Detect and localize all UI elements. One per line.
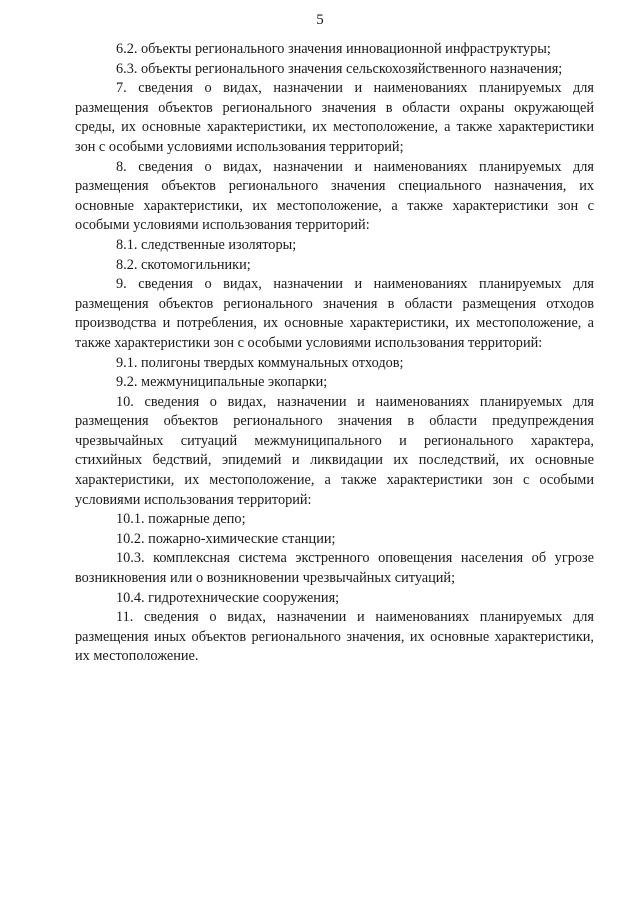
paragraph-6-2: 6.2. объекты регионального значения инновационной инфраструктуры; [116,41,551,57]
paragraph-11: 11. сведения о видах, назначении и наименованиях планируемых для размещения иных объектов регионального значения, их основные характеристики, их местоположение. [75,609,594,665]
paragraph-7: 7. сведения о видах, назначении и наименованиях планируемых для размещения объектов регионального значения в области охраны окружающей среды, их основные характеристики, их местоположение, а также характеристики зон с особыми условиями использования территорий; [75,80,594,155]
paragraph-10-1: 10.1. пожарные депо; [116,511,246,528]
paragraph-9-2: 9.2. межмуниципальные экопарки; [116,374,328,391]
paragraph-10-4: 10.4. гидротехнические сооружения; [116,589,340,606]
paragraph-9-1: 9.1. полигоны твердых коммунальных отходов; [116,354,404,371]
paragraph-8-2: 8.2. скотомогильники; [116,256,251,273]
document-body [75,40,594,667]
page-number: 5 [316,12,324,28]
paragraph-8: 8. сведения о видах, назначении и наименованиях планируемых для размещения объектов регионального значения специального назначения, их основные характеристики, их местоположение, а также характеристики зон с особыми условиями использования территорий: [75,158,594,234]
paragraph-10: 10. сведения о видах, назначении и наименованиях планируемых для размещения объектов регионального значения в области предупреждения чрезвычайных ситуаций межмуниципального и регионального характера, стихийных бедствий, эпидемий и ликвидации их последствий, их основные характеристики, их местоположение, а также характеристики зон с особыми условиями использования территорий: [75,393,594,508]
paragraph-8-1: 8.1. следственные изоляторы; [116,236,297,253]
paragraph-10-2: 10.2. пожарно-химические станции; [116,530,336,547]
paragraph-6-3: 6.3. объекты регионального значения сельскохозяйственного назначения; [116,60,563,77]
paragraph-9: 9. сведения о видах, назначении и наименованиях планируемых для размещения объектов регионального значения в области размещения отходов производства и потребления, их основные характеристики, их местоположение, а также характеристики зон с особыми условиями использования территорий: [75,276,594,351]
paragraph-10-3: 10.3. комплексная система экстренного оповещения населения об угрозе возникновения или о возникновении чрезвычайных ситуаций; [75,550,594,587]
